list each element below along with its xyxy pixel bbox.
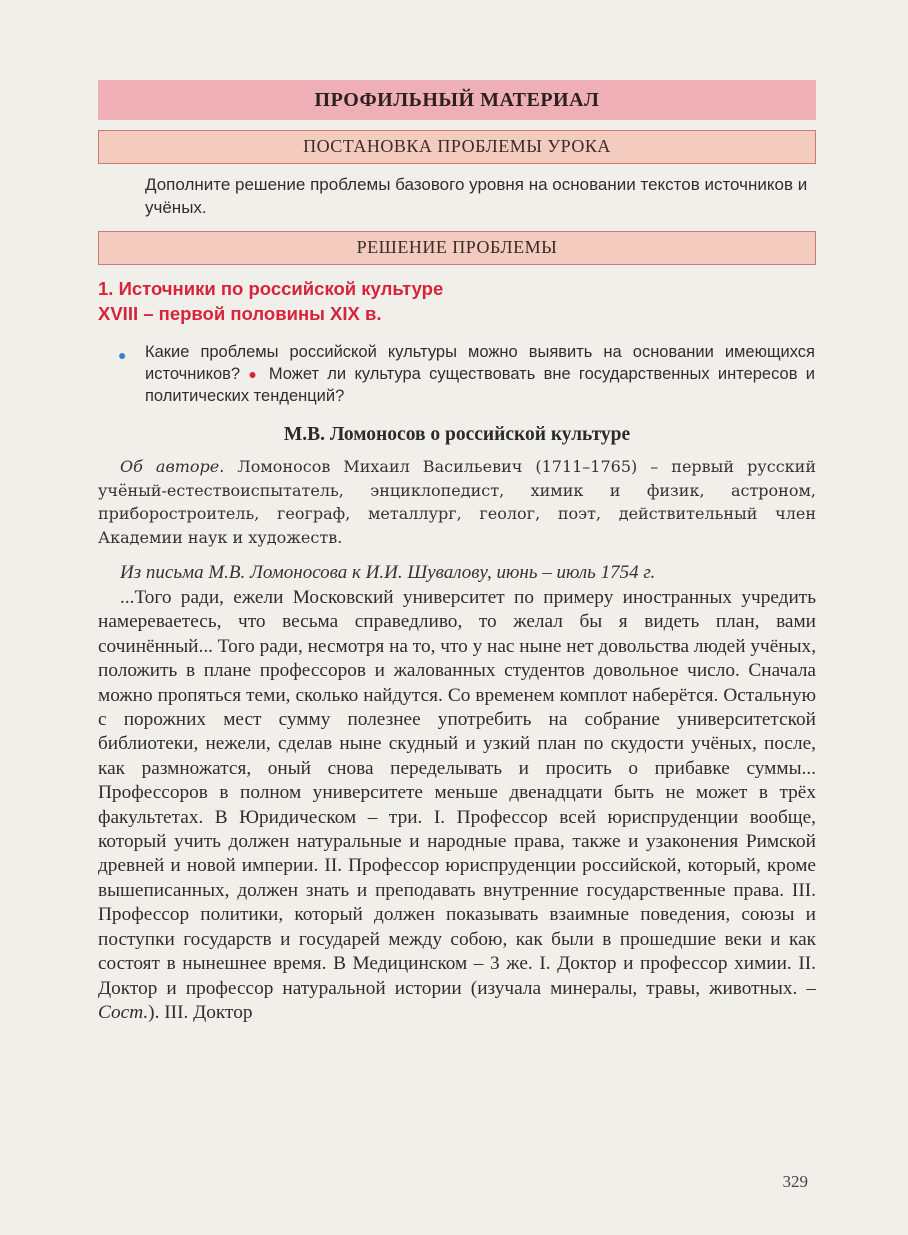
red-bullet-icon: ● [248,366,261,382]
section-heading-line-2: XVIII – первой половины XIX в. [98,303,382,324]
letter-text-main: ...Того ради, ежели Московский университет по примеру иностранных учредить намереваетесь, что весьма справедливо, то желал бы я видеть план, вами сочинённый... Того ради, несмотря на то, что у нас ныне нет довольства людей учёных, положить в плане профессоров и жалованных студентов довольное число. Сначала можно пропяться теми, сколько найдутся. Со временем комплот наберётся. Остальную с порожних мест сумму полезнее употребить на собрание университетской библиотеки, нежели, сделав ныне скудный и узкий план по скудости учёных, после, как размножатся, оный снова переделывать и просить о прибавке суммы... Профессоров в полном университете меньше двенадцати быть не может в трёх факультетах. В Юридическом – три. I. Профессор всей юриспруденции вообще, который учить должен натуральные и народные права, также и узаконения Римской древней и новой империи. II. Профессор юриспруденции российской, который, кроме вышеписанных, должен знать и преподавать внутренние государственные права. III. Профессор политики, который должен показывать взаимные поведения, союзы и поступки государств и государей между собою, как были в прошедшие веки и как состоят в нынешнее время. В Медицинском – 3 же. I. Доктор и профессор химии. II. Доктор и профессор натуральной истории (изучала минералы, травы, животных. – [98,587,817,999]
about-author [98,455,816,549]
letter-text [98,586,816,1025]
problem-statement-banner: ПОСТАНОВКА ПРОБЛЕМЫ УРОКА [98,130,816,164]
document-title: М.В. Ломоносов о российской культуре [283,424,631,445]
blue-bullet-icon: ● [118,347,127,363]
task-text: Дополните решение проблемы базового уровня на основании текстов источников и учёных. [145,175,808,217]
section-heading-line-1: 1. Источники по российской культуре [98,278,444,299]
letter-heading: Из письма М.В. Ломоносова к И.И. Шувалову, июнь – июль 1754 г. [120,562,656,583]
section-heading [98,276,698,326]
about-author-text: Ломоносов Михаил Васильевич (1711–1765) – первый русский учёный-естествоиспытатель, энциклопедист, химик и физик, астроном, приборостроитель, географ, металлург, геолог, поэт, действительный член Академии наук и художеств. [98,457,816,547]
problem-solution-banner: РЕШЕНИЕ ПРОБЛЕМЫ [98,231,816,265]
letter-text-tail: ). III. Доктор [148,1001,253,1023]
about-author-lead: Об авторе. [120,457,225,476]
question-2: Может ли культура существовать вне государственных интересов и политических тенденций? [145,365,815,405]
question-1: Какие проблемы российской культуры можно выявить на основании имеющихся источников? [145,343,815,383]
editor-note: Сост. [98,1001,149,1023]
page-number: 329 [782,1172,808,1191]
questions-block [118,341,815,407]
profile-material-banner: ПРОФИЛЬНЫЙ МАТЕРИАЛ [98,80,816,120]
